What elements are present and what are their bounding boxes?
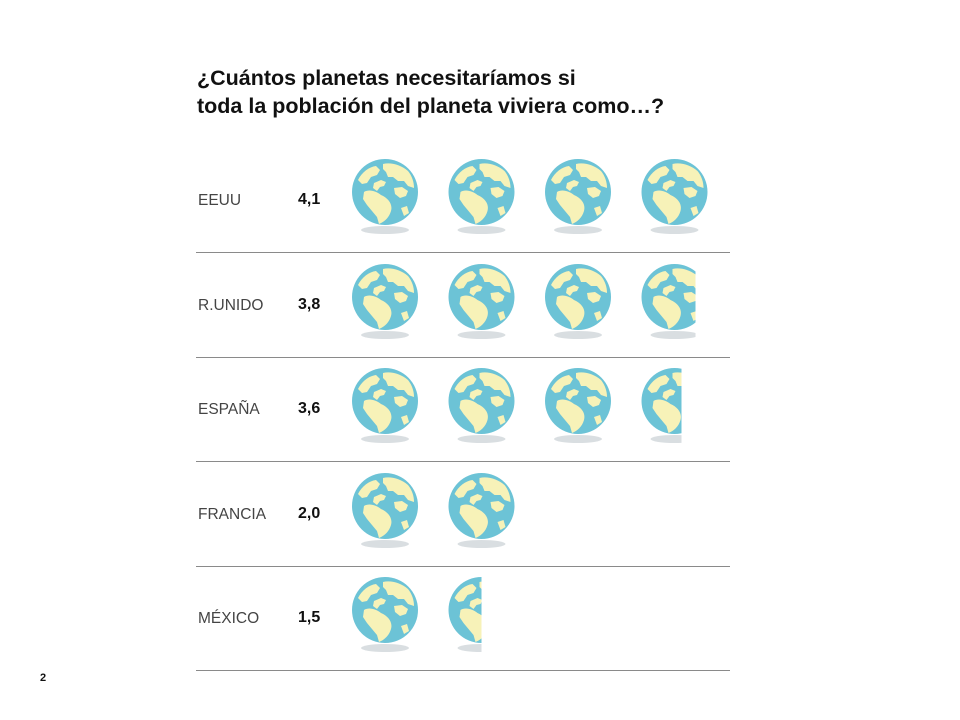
- earth-globe-icon: [449, 473, 515, 548]
- chart-row: [196, 253, 730, 358]
- planet-count-label: 3,6: [298, 400, 321, 417]
- globe-strip: [346, 367, 726, 457]
- earth-globe-icon: [352, 473, 418, 548]
- earth-globe-icon: [449, 264, 515, 339]
- chart-row: [196, 148, 730, 253]
- earth-globe-icon: [545, 159, 611, 234]
- globe-strip: [346, 472, 726, 562]
- earth-globe-icon: [642, 159, 708, 234]
- pictograph-chart: [196, 148, 730, 671]
- globe-strip: [346, 576, 726, 666]
- chart-title-line-2: toda la población del planeta viviera como…?: [197, 94, 665, 118]
- chart-title-line-1: ¿Cuántos planetas necesitaríamos si: [197, 66, 576, 90]
- earth-globe-icon: [352, 159, 418, 234]
- country-label: R.UNIDO: [198, 296, 264, 314]
- earth-globe-icon: [449, 159, 515, 234]
- planet-count-label: 4,1: [298, 191, 321, 208]
- country-label: MÉXICO: [198, 610, 260, 627]
- earth-globe-icon: [449, 368, 515, 443]
- earth-globe-icon: [545, 368, 611, 443]
- globe-strip: [346, 158, 726, 248]
- country-label: ESPAÑA: [198, 401, 260, 418]
- earth-globe-icon: [352, 577, 418, 652]
- earth-globe-icon: [449, 577, 515, 652]
- earth-globe-icon: [352, 264, 418, 339]
- planet-count-label: 2,0: [298, 504, 321, 522]
- earth-globe-icon: [352, 368, 418, 443]
- chart-row: [196, 566, 730, 671]
- planet-count-label: 3,8: [298, 295, 321, 313]
- globe-strip: [346, 263, 726, 353]
- country-label: EEUU: [198, 192, 242, 209]
- country-label: FRANCIA: [198, 505, 267, 523]
- page-number: 2: [40, 672, 47, 684]
- chart-row: [196, 357, 730, 462]
- chart-row: [196, 462, 730, 567]
- earth-globe-icon: [642, 264, 708, 339]
- earth-globe-icon: [545, 264, 611, 339]
- planet-count-label: 1,5: [298, 609, 321, 626]
- chart-title: [197, 64, 664, 120]
- earth-globe-icon: [642, 368, 708, 443]
